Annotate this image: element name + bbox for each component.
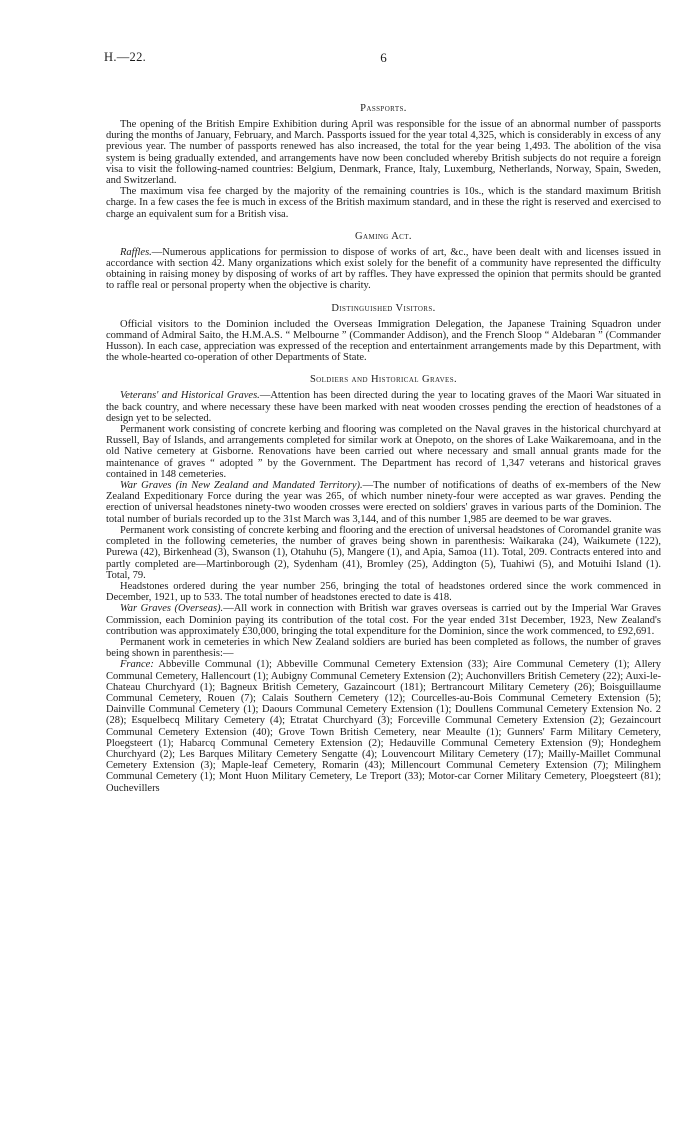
section-heading: Distinguished Visitors. xyxy=(331,302,436,314)
paragraph: War Graves (Overseas).—All work in connection with British war graves overseas is carried out by the Imperial War Graves Commission, each Dominion paying its contribution of the total cost. For the year ended 31st December, 1923, New Zealand's contribution was approximately £30,000, bringing the total expenditure for the Dominion, since the work commenced, to £92,691. xyxy=(106,603,661,637)
section-passports xyxy=(106,103,661,220)
paragraph: Permanent work consisting of concrete kerbing and flooring was completed on the Naval graves in the historical churchyard at Russell, Bay of Islands, and arrangements completed for similar work at Onepoto, on the shores of Lake Waikaremoana, and in the old Native cemetery at Gisborne. Renovations have been carried out where necessary and small annual grants made for the maintenance of graves “ adopted ” by the Government. The Department has record of 1,347 veterans and historical graves contained in 148 cemeteries. xyxy=(106,424,661,480)
paragraph: Headstones ordered during the year number 256, bringing the total of headstones ordered since the work commenced in December, 1921, up to 533. The total number of headstones erected to date is 418. xyxy=(106,580,661,604)
section-heading: Soldiers and Historical Graves. xyxy=(309,374,458,386)
paragraph: The maximum visa fee charged by the majority of the remaining countries is 10s., which is the standard maximum British charge. In a few cases the fee is much in excess of the British maximum standard, and in these the right is reserved and exercised to charge an equivalent sum for a British visa. xyxy=(106,186,661,220)
document-body xyxy=(106,103,661,805)
section-gaming-act xyxy=(106,231,661,292)
page-header xyxy=(106,50,661,66)
paragraph: Permanent work in cemeteries in which New Zealand soldiers are buried has been completed as follows, the number of graves being shown in parenthesis:— xyxy=(106,636,661,660)
paragraph: The opening of the British Empire Exhibition during April was responsible for the issue of an abnormal number of passports during the months of January, February, and March. Passports issued for the year total 4,325, which is considerably in excess of any previous year. The number of passports renewed has also increased, the total for the year being 1,493. The abolition of the visa system is being gradually extended, and arrangements have now been concluded whereby British subjects do not require a foreign visa to visit the following-named countries: Belgium, Denmark, France, Italy, Luxemburg, Netherlands, Norway, Spain, Sweden, and Switzerland. xyxy=(106,119,661,187)
paragraph: War Graves (in New Zealand and Mandated Territory).—The number of notifications of deaths of ex-members of the New Zealand Expeditionary Force during the year was 265, of which number ninety-four were accepted as war graves. Pending the erection of universal headstones ninety-two wooden crosses were erected on soldiers' graves in various parts of the Dominion. The total number of burials recorded up to the 31st March was 3,144, and of this number 1,985 are deemed to be war graves. xyxy=(106,480,661,525)
document-page xyxy=(106,0,661,1124)
paragraph: Veterans' and Historical Graves.—Attention has been directed during the year to locating graves of the Maori War situated in the back country, and where necessary these have been marked with neat wooden crosses pending the erection of headstones of a design yet to be selected. xyxy=(106,390,661,424)
paragraph: France: Abbeville Communal (1); Abbeville Communal Cemetery Extension (33); Aire Communal Cemetery (1); Allery Communal Cemetery, Hallencourt (1); Aubigny Communal Cemetery Extension (2); Auchonvillers British Cemetery (22); Auxi-le-Chateau Churchyard (1); Bagneux British Cemetery, Gazaincourt (181); Bertrancourt Military Cemetery (26); Boisguillaume Communal Cemetery, Rouen (7); Calais Southern Cemetery (12); Courcelles-au-Bois Communal Cemetery Extension (5); Dainville Communal Cemetery (1); Daours Communal Cemetery Extension (1); Doullens Communal Cemetery Extension No. 2 (28); Esquelbecq Military Cemetery (4); Etratat Churchyard (3); Forceville Communal Cemetery Extension (2); Gezaincourt Communal Cemetery Extension (40); Grove Town British Cemetery, near Meaulte (1); Gunners' Farm Military Cemetery, Ploegsteert (1); Habarcq Communal Cemetery Extension (2); Hedauville Communal Cemetery Extension (9); Hondeghem Churchyard (2); Les Barques Military Cemetery Sengatte (4); Louvencourt Military Cemetery (17); Mailly-Maillet Communal Cemetery Extension (3); Maple-leaf Cemetery, Romarin (43); Millencourt Communal Cemetery Extension (7); Milinghem Communal Cemetery (1); Mont Huon Military Cemetery, Le Treport (33); Motor-car Corner Military Cemetery, Ploegsteert (81); Ouchevillers xyxy=(106,659,661,794)
section-heading: Passports. xyxy=(360,103,407,114)
paragraph: Permanent work consisting of concrete kerbing and flooring and the erection of universal headstones of Coromandel granite was completed in the following cemeteries, the number of graves being shown in parenthesis: Waikaraka (24), Waikumete (122), Purewa (42), Birkenhead (3), Swanson (1), Otahuhu (5), Mangere (1), and Apia, Samoa (11). Total, 209. Contracts entered into and partly completed are—Martinborough (2), Sydenham (41), Bromley (25), Addington (5), Tuahiwi (5), and Motuihi Island (1). Total, 79. xyxy=(106,524,661,581)
paragraph: Raffles.—Numerous applications for permission to dispose of works of art, &c., have been dealt with and licenses issued in accordance with section 42. Many organizations which exist solely for the benefit of a community have represented the difficulty obtaining in raising money by disposing of works of art by raffles. They have expressed the opinion that permits should be granted to raffle real or personal property when the objective is charity. xyxy=(106,246,661,292)
page-number: 6 xyxy=(380,50,387,65)
report-reference: H.—22. xyxy=(104,50,147,64)
section-distinguished-visitors xyxy=(106,303,661,364)
section-heading: Gaming Act. xyxy=(355,230,412,242)
paragraph: Official visitors to the Dominion included the Overseas Immigration Delegation, the Japanese Training Squadron under command of Admiral Saito, the H.M.A.S. “ Melbourne ” (Commander Addison), and the French Sloop “ Aldebaran ” (Commander Husson). In each case, appreciation was expressed of the reception and entertainment arrangements made by this Department, with the whole-hearted co-operation of other Departments of State. xyxy=(106,318,661,364)
section-soldiers-graves xyxy=(106,374,661,793)
